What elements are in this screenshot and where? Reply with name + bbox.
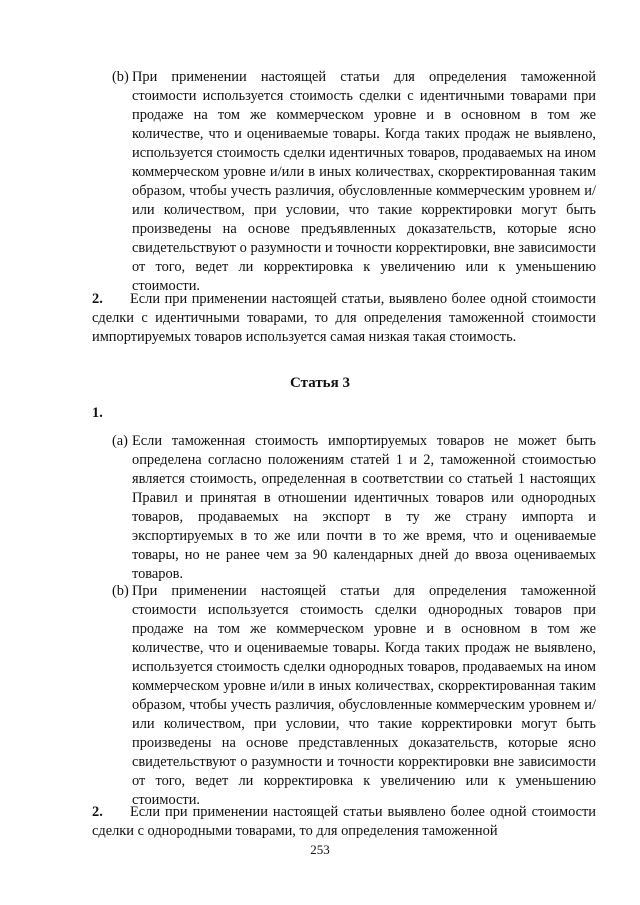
article-paragraph-2-number: 2.	[92, 804, 103, 820]
paragraph-2-text: Если при применении настоящей статьи, выявлено более одной стоимости сделки с идентичными товарами, то для определения таможенной стоимости импортируемых товаров используется самая низкая такая стоимость.	[92, 291, 596, 345]
article-clause-a-block	[112, 432, 596, 584]
paragraph-2-number: 2.	[92, 291, 103, 307]
article-paragraph-1-number: 1.	[92, 405, 103, 421]
article-paragraph-2-text: Если при применении настоящей статьи выявлено более одной стоимости сделки с однородными товарами, то для определения таможенной	[92, 804, 596, 839]
clause-b-marker: (b)	[112, 69, 129, 85]
clause-b-text: При применении настоящей статьи для определения таможенной стоимости используется стоимость сделки с идентичными товарами при продаже на том же коммерческом уровне и в основном в том же количестве, что и оцениваемые товары. Когда таких продаж не выявлено, используется стоимость сделки идентичных товаров, продаваемых на ином коммерческом уровне и/или в иных количествах, скорректированная таким образом, чтобы учесть различия, обусловленные коммерческим уровнем и/или количеством, при условии, что такие корректировки могут быть произведены на основе предъявленных доказательств, которые ясно свидетельствуют о разумности и точности корректировки, вне зависимости от того, ведет ли корректировка к увеличению или к уменьшению стоимости.	[132, 69, 596, 294]
article-clause-b-text: При применении настоящей статьи для определения таможенной стоимости используется стоимость сделки однородных товаров при продаже на том же коммерческом уровне и в основном в том же количестве, что и оцениваемые товары. Когда таких продаж не выявлено, используется стоимость сделки однородных товаров, продаваемых на ином коммерческом уровне и/или в иных количествах, скорректированная таким образом, чтобы учесть различия, обусловленные коммерческим уровнем и/или количеством, при условии, что такие корректировки могут быть произведены на основе представленных доказательств, которые ясно свидетельствуют о разумности и точности корректировки вне зависимости от того, ведет ли корректировка к увеличению или к уменьшению стоимости.	[132, 583, 596, 808]
paragraph-2-block	[92, 290, 596, 347]
article-clause-a-marker: (a)	[112, 433, 128, 449]
page-number: 253	[310, 842, 330, 857]
clause-b-block	[112, 68, 596, 296]
article-clause-a-text: Если таможенная стоимость импортируемых товаров не может быть определена согласно положениям статей 1 и 2, таможенной стоимостью является стоимость, определенная в соответствии со статьей 1 настоящих Правил и принятая в отношении идентичных товаров или однородных товаров, продаваемых на экспорт в ту же страну импорта и экспортируемых в то же или почти в то же время, что и оцениваемые товары, но не ранее чем за 90 календарных дней до ввоза оцениваемых товаров.	[132, 433, 596, 582]
article-clause-b-marker: (b)	[112, 583, 129, 599]
article-clause-b-block	[112, 582, 596, 810]
article-paragraph-2-block	[92, 803, 596, 841]
article-heading: Статья 3	[290, 375, 350, 391]
